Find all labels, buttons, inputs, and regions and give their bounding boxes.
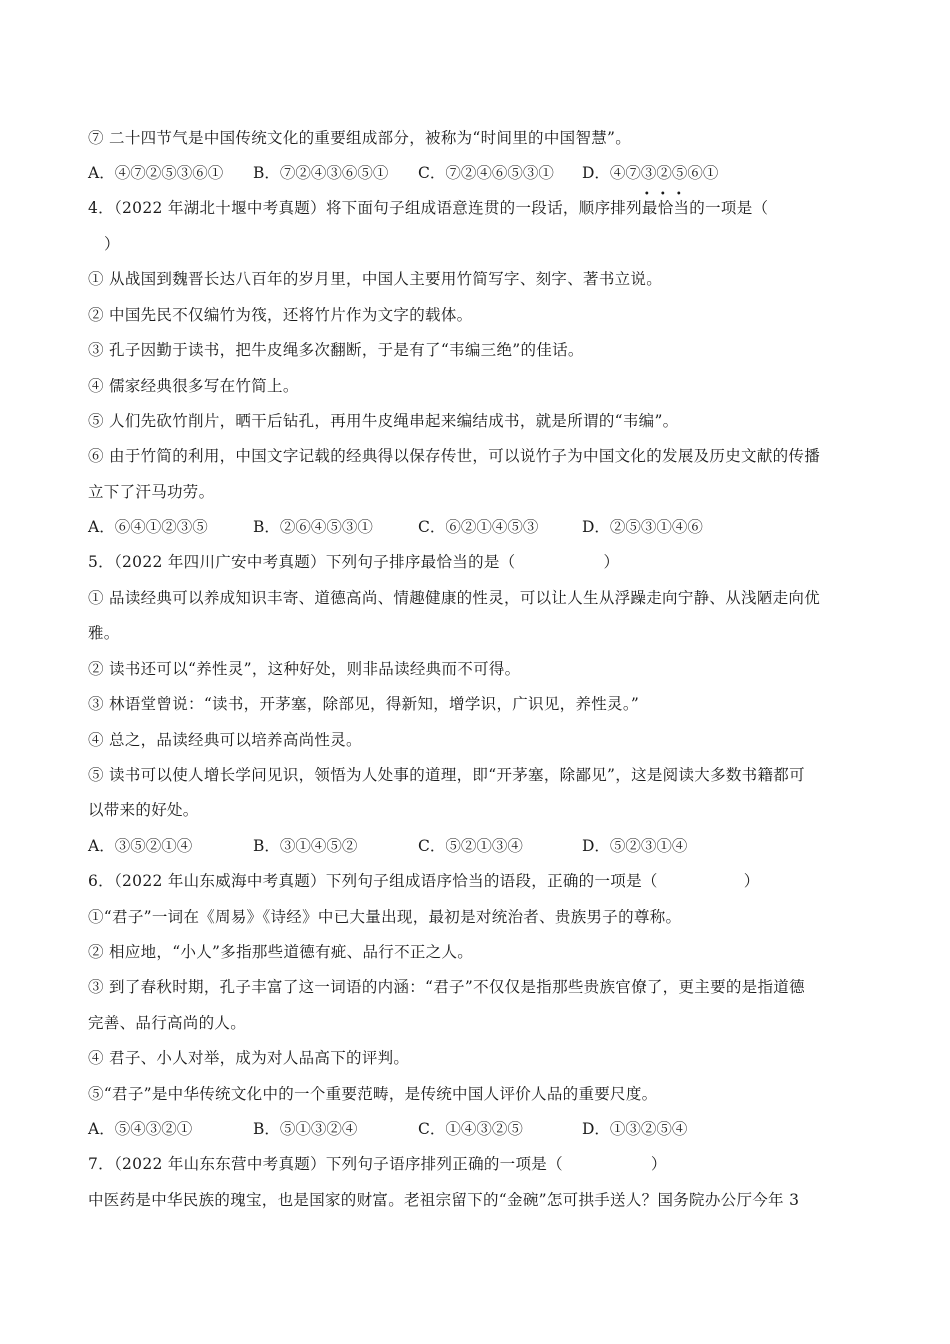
q7-stem-text: 7．（2022 年山东东营中考真题）下列句子语序排列正确的一项是（	[88, 1155, 563, 1173]
q4-option-a: A．⑥④①②③⑤	[88, 518, 208, 536]
q4-item-continued: 立下了汗马功劳。	[88, 483, 215, 501]
q5-item: ② 读书还可以“养性灵”，这种好处，则非品读经典而不可得。	[88, 660, 521, 678]
emphasis-dot: •	[643, 189, 651, 200]
q6-item: ③ 到了春秋时期，孔子丰富了这一词语的内涵：“君子”不仅仅是指那些贵族官僚了，更主要的是指道德	[88, 978, 805, 996]
q5-item: ① 品读经典可以养成知识丰寄、道德高尚、情趣健康的性灵，可以让人生从浮躁走向宁静、从浅陋走向优	[88, 589, 821, 607]
q7-text: 中医药是中华民族的瑰宝，也是国家的财富。老祖宗留下的“金碗”怎可拱手送人？国务院办公厅今年 3	[88, 1191, 800, 1209]
q3-option-b: B．⑦②④③⑥⑤①	[253, 164, 389, 182]
q4-option-d: D．②⑤③①④⑥	[582, 518, 703, 536]
q4-option-b: B．②⑥④⑤③①	[253, 518, 373, 536]
q6-item: ⑤“君子”是中华传统文化中的一个重要范畴，是传统中国人评价人品的重要尺度。	[88, 1085, 658, 1103]
q6-option-b: B．⑤①③②④	[253, 1120, 358, 1138]
q5-option-b: B．③①④⑤②	[253, 837, 358, 855]
q6-option-d: D．①③②⑤④	[582, 1120, 688, 1138]
q6-item-continued: 完善、品行高尚的人。	[88, 1014, 247, 1032]
q6-item: ④ 君子、小人对举，成为对人品高下的评判。	[88, 1049, 410, 1067]
q5-item: ④ 总之，品读经典可以培养高尚性灵。	[88, 731, 362, 749]
q3-item-7: ⑦ 二十四节气是中国传统文化的重要组成部分，被称为“时间里的中国智慧”。	[88, 129, 632, 147]
q7-stem	[88, 1153, 868, 1175]
q4-stem-after: 的一项是（	[689, 199, 769, 217]
q5-item-continued: 以带来的好处。	[88, 801, 199, 819]
q3-option-a: A．④⑦②⑤③⑥①	[88, 164, 224, 182]
q5-item-continued: 雅。	[88, 624, 120, 642]
q6-stem	[88, 870, 868, 892]
q5-option-c: C．⑤②①③④	[418, 837, 523, 855]
q5-stem	[88, 551, 868, 573]
q4-stem-before: 4．（2022 年湖北十堰中考真题）将下面句子组成语意连贯的一段话，顺序排列	[88, 199, 642, 217]
q6-stem-close: ）	[743, 872, 760, 890]
q4-item: ③ 孔子因勤于读书，把牛皮绳多次翻断，于是有了“韦编三绝”的佳话。	[88, 341, 584, 359]
q4-item: ① 从战国到魏晋长达八百年的岁月里，中国人主要用竹简写字、刻字、著书立说。	[88, 270, 663, 288]
q5-option-d: D．⑤②③①④	[582, 837, 688, 855]
q4-stem-close: ）	[104, 235, 120, 253]
q6-option-a: A．⑤④③②①	[88, 1120, 193, 1138]
q6-stem-text: 6．（2022 年山东威海中考真题）下列句子组成语序恰当的语段，正确的一项是（	[88, 872, 658, 890]
q4-stem	[88, 189, 868, 219]
q5-option-a: A．③⑤②①④	[88, 837, 193, 855]
q5-item: ⑤ 读书可以使人增长学问见识，领悟为人处事的道理，即“开茅塞，除鄙见”，这是阅读大多数书籍都可	[88, 766, 805, 784]
q3-option-c: C．⑦②④⑥⑤③①	[418, 164, 554, 182]
q6-item: ①“君子”一词在《周易》《诗经》中已大量出现，最初是对统治者、贵族男子的尊称。	[88, 908, 682, 926]
q4-stem-emphasis: • • • 最恰当	[641, 189, 690, 217]
q7-stem-close: ）	[650, 1155, 667, 1173]
q6-option-c: C．①④③②⑤	[418, 1120, 523, 1138]
q4-option-c: C．⑥②①④⑤③	[418, 518, 539, 536]
q6-item: ② 相应地，“小人”多指那些道德有疵、品行不正之人。	[88, 943, 474, 961]
q3-option-d: D．④⑦③②⑤⑥①	[582, 164, 719, 182]
q5-stem-close: ）	[603, 553, 620, 571]
q5-item: ③ 林语堂曾说：“读书，开茅塞，除部见，得新知，增学识，广识见，养性灵。”	[88, 695, 640, 713]
q4-item: ④ 儒家经典很多写在竹简上。	[88, 377, 299, 395]
emphasis-dot: •	[659, 189, 667, 200]
q4-item: ② 中国先民不仅编竹为筏，还将竹片作为文字的载体。	[88, 306, 473, 324]
q4-item: ⑥ 由于竹简的利用，中国文字记载的经典得以保存传世，可以说竹子为中国文化的发展及历史文献的传播	[88, 447, 821, 465]
emphasis-dot: •	[675, 189, 683, 200]
q5-stem-text: 5．（2022 年四川广安中考真题）下列句子排序最恰当的是（	[88, 553, 516, 571]
q4-item: ⑤ 人们先砍竹削片，晒干后钻孔，再用牛皮绳串起来编结成书，就是所谓的“韦编”。	[88, 412, 679, 430]
